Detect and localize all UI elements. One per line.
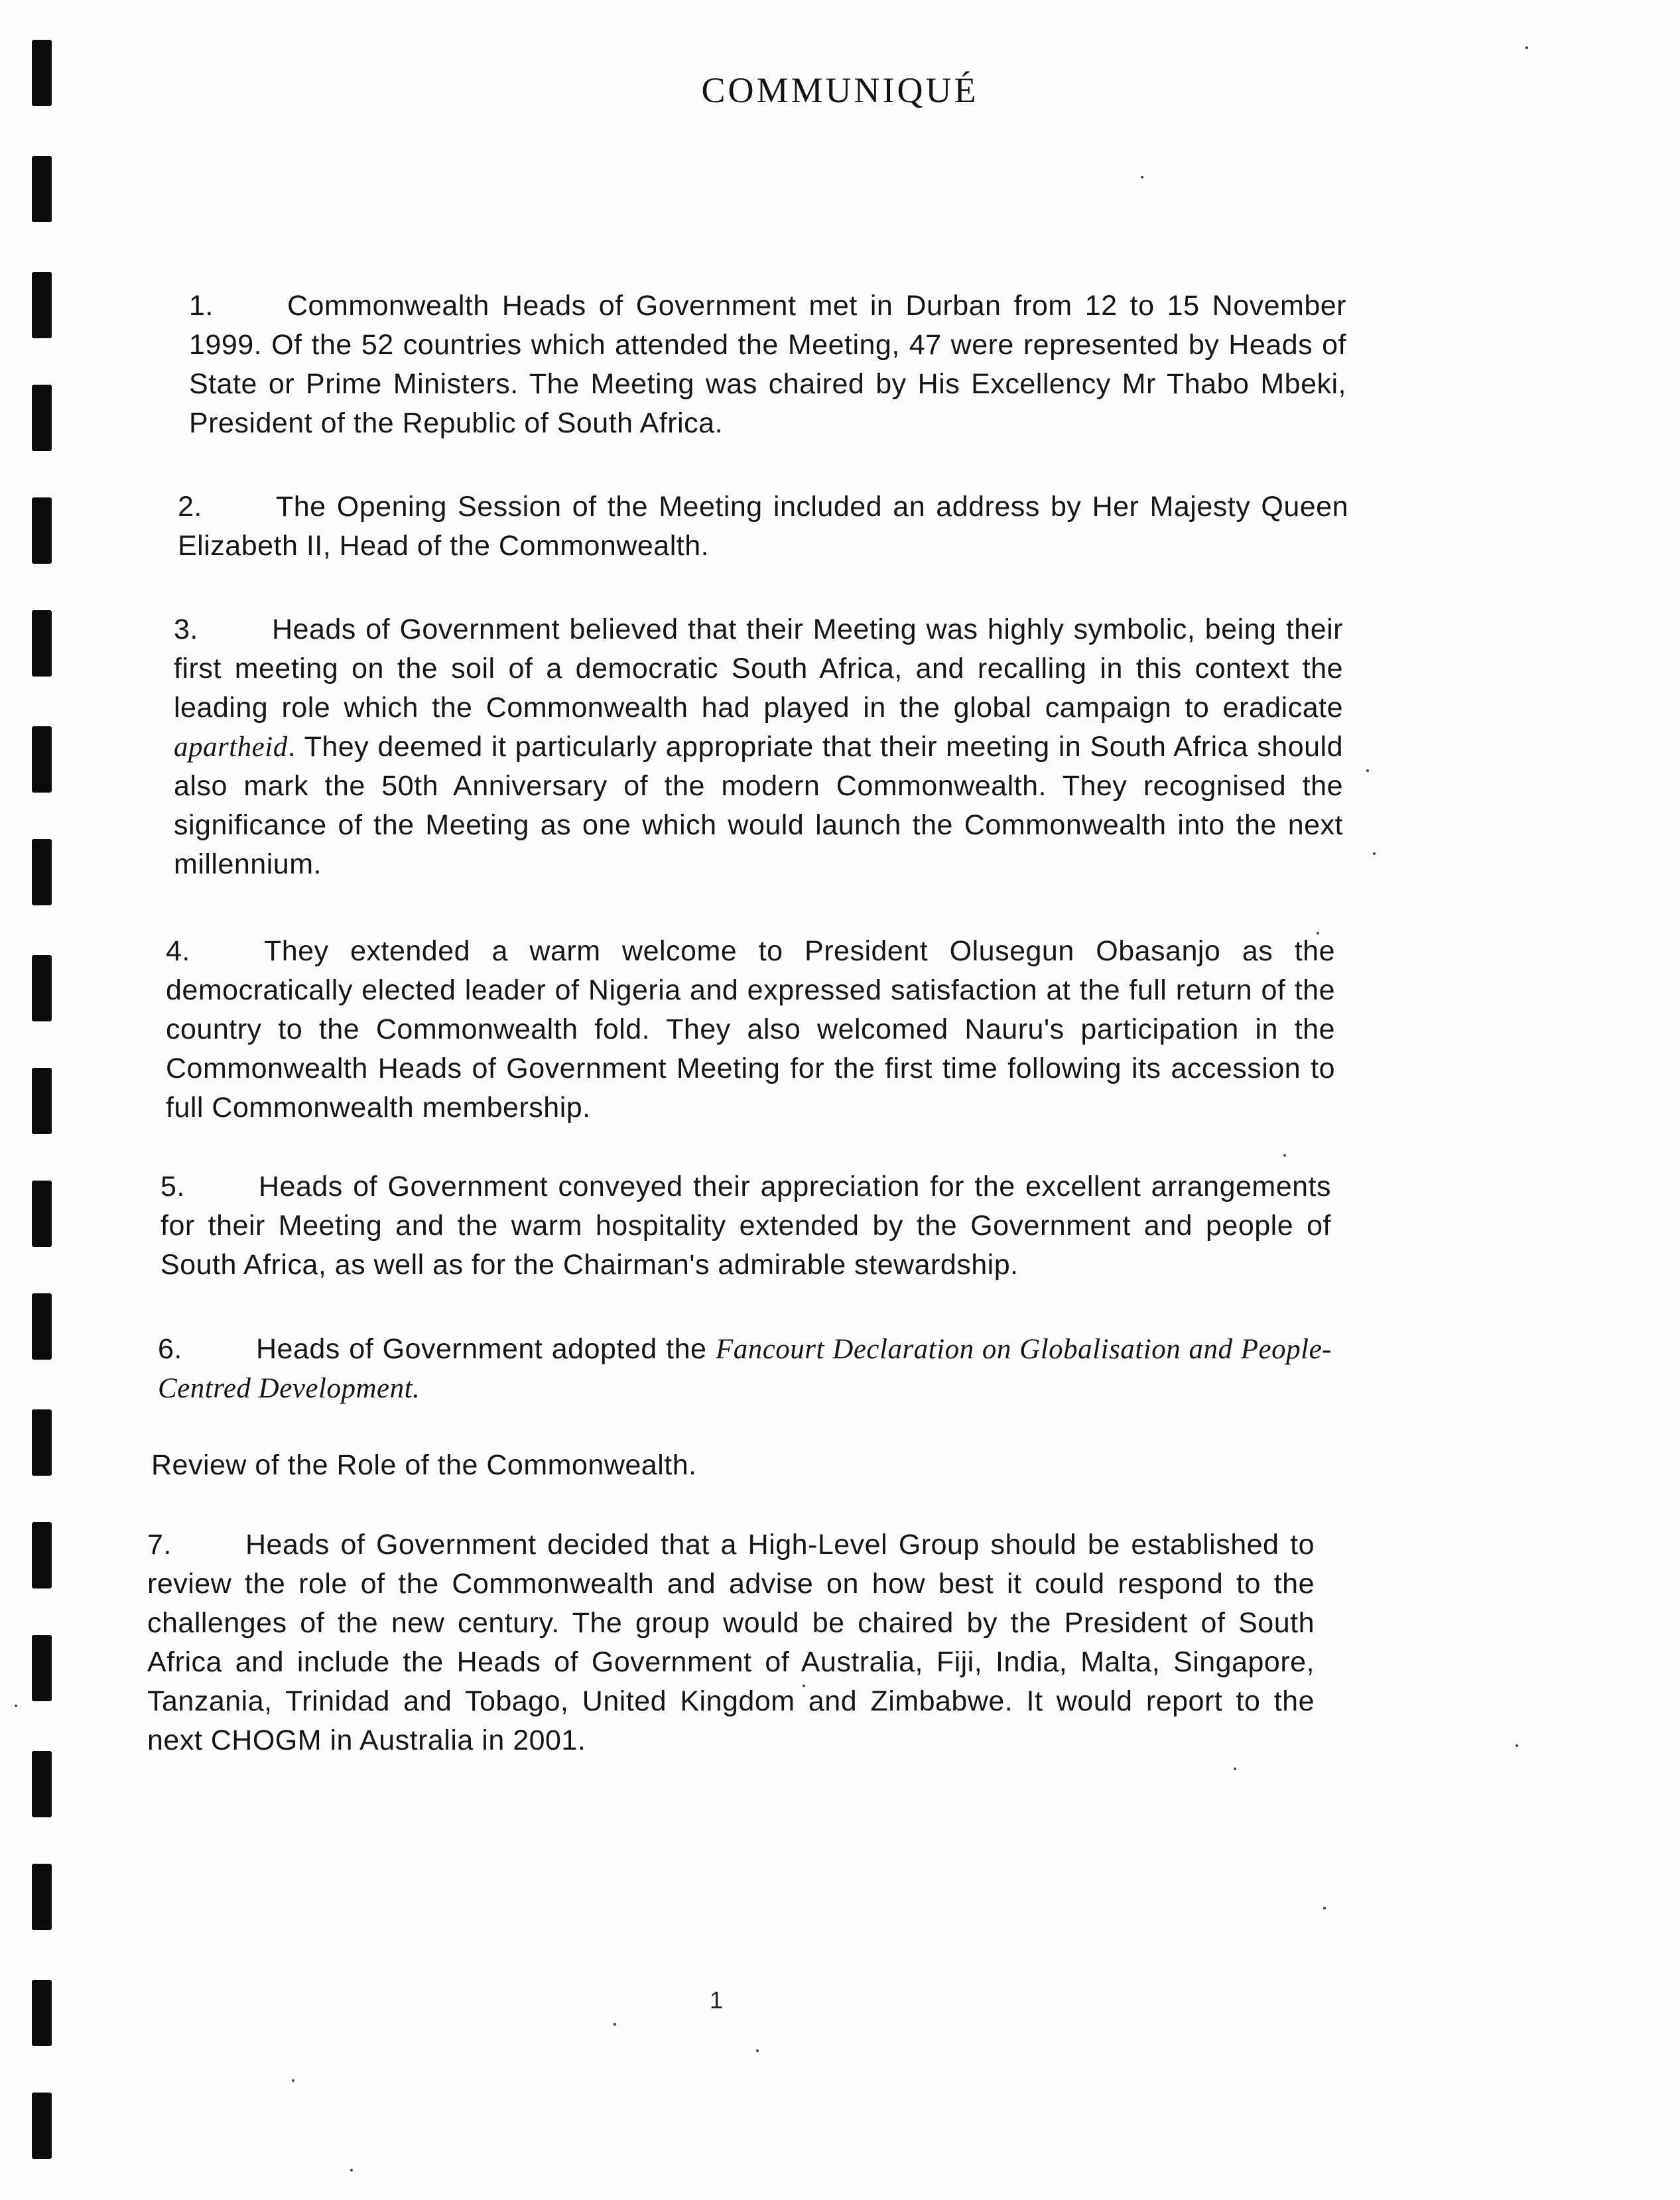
- scan-speck: [1323, 1907, 1326, 1909]
- binding-mark: [32, 839, 52, 905]
- binding-mark: [32, 1635, 52, 1701]
- paragraph-text: Heads of Government conveyed their appreciation for the excellent arrangements for their Meeting and the warm hospitality extended by the Government and people of South Africa, as well as for the Chairman's admirable stewardship.: [161, 1171, 1331, 1281]
- paragraph-number: 6.: [158, 1333, 182, 1365]
- paragraph-number: 3.: [174, 614, 198, 645]
- scan-speck: [1283, 1154, 1286, 1157]
- paragraph-6: [158, 1330, 1332, 1408]
- paragraph-7: [147, 1525, 1315, 1760]
- scan-speck: [1366, 769, 1369, 772]
- scan-speck: [1525, 46, 1528, 49]
- binding-mark: [32, 156, 52, 222]
- paragraph-text: The Opening Session of the Meeting included an address by Her Majesty Queen Elizabeth II, Head of the Commonwealth.: [178, 491, 1348, 562]
- binding-mark: [32, 1751, 52, 1817]
- binding-mark: [32, 1409, 52, 1476]
- paragraph-text: Commonwealth Heads of Government met in Durban from 12 to 15 November 1999. Of the 52 countries which attended the Meeting, 47 were represented by Heads of State or Prime Ministers. The Meeting was chaired by His Excellency Mr Thabo Mbeki, President of the Republic of South Africa.: [189, 290, 1346, 439]
- paragraph-text: Heads of Government adopted the: [256, 1333, 716, 1365]
- scan-speck: [1516, 1744, 1518, 1747]
- paragraph-text: Heads of Government decided that a High-Level Group should be established to review the role of the Commonwealth and advise on how best it could respond to the challenges of the new century. The group would be chaired by the President of South Africa and include the Heads of Government of Australia, Fiji, India, Malta, Singapore, Tanzania, Trinidad and Tobago, United Kingdom and Zimbabwe. It would report to the next CHOGM in Australia in 2001.: [147, 1529, 1315, 1756]
- scan-speck: [350, 2169, 353, 2171]
- paragraph-number: 7.: [147, 1529, 172, 1561]
- binding-mark: [32, 385, 52, 451]
- paragraph-4: [166, 932, 1335, 1128]
- binding-mark: [32, 1068, 52, 1134]
- scan-speck: [756, 2049, 759, 2052]
- paragraph-text: They extended a warm welcome to President Olusegun Obasanjo as the democratically elected leader of Nigeria and expressed satisfaction at the full return of the country to the Commonwealth fold. They also welcomed Nauru's participation in the Commonwealth Heads of Government Meeting for the first time following its accession to full Commonwealth membership.: [166, 935, 1335, 1124]
- binding-mark: [32, 2093, 52, 2159]
- paragraph-text: . They deemed it particularly appropriate that their meeting in South Africa should also mark the 50th Anniversary of the modern Commonwealth. They recognised the significance of the Meeting as one which would launch the Commonwealth into the next millennium.: [174, 731, 1343, 880]
- paragraph-number: 2.: [178, 491, 202, 523]
- paragraph-3: [174, 610, 1343, 884]
- scan-speck: [15, 1705, 17, 1707]
- scan-speck: [1234, 1768, 1236, 1770]
- paragraph-5: [161, 1167, 1331, 1285]
- binding-mark: [32, 1522, 52, 1588]
- paragraph-number: 5.: [161, 1171, 185, 1202]
- binding-mark: [32, 1864, 52, 1930]
- paragraph-1: [189, 287, 1346, 443]
- paragraph-number: 1.: [189, 290, 214, 322]
- binding-mark: [32, 1293, 52, 1360]
- section-heading: Review of the Role of the Commonwealth.: [151, 1449, 697, 1481]
- scan-speck: [614, 2023, 616, 2026]
- scan-speck: [1373, 852, 1376, 855]
- binding-mark: [32, 497, 52, 564]
- paragraph-italic-text: apartheid: [174, 732, 288, 763]
- document-title: COMMUNIQUÉ: [701, 70, 979, 110]
- binding-mark: [32, 610, 52, 677]
- scan-speck: [292, 2079, 294, 2082]
- paragraph-number: 4.: [166, 935, 190, 967]
- paragraph-italic-text: Fancourt Declaration on Globalisation and People-Centred Development.: [158, 1334, 1332, 1404]
- binding-mark: [32, 1181, 52, 1247]
- binding-mark: [32, 1980, 52, 2046]
- binding-mark: [32, 272, 52, 338]
- page-number: 1: [710, 1986, 724, 2014]
- paragraph-text: Heads of Government believed that their Meeting was highly symbolic, being their first meeting on the soil of a democratic South Africa, and recalling in this context the leading role which the Commonwealth had played in the global campaign to eradicate: [174, 614, 1343, 724]
- scan-speck: [1141, 176, 1143, 178]
- paragraph-2: [178, 487, 1348, 566]
- binding-mark: [32, 726, 52, 793]
- binding-mark: [32, 955, 52, 1021]
